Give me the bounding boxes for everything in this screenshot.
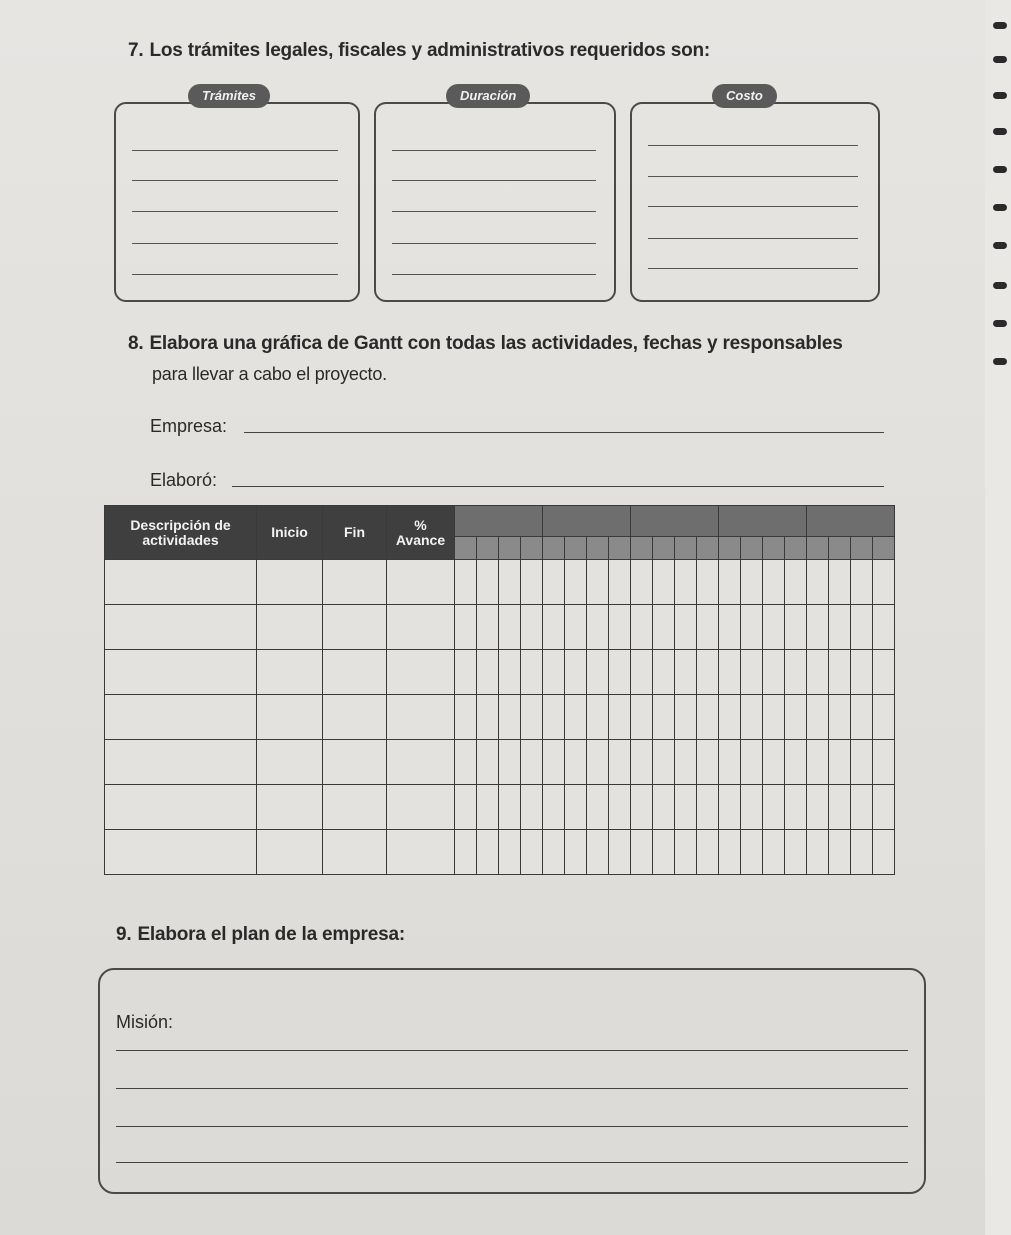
subperiod-header[interactable] (521, 537, 543, 560)
subperiod-header[interactable] (741, 537, 763, 560)
gantt-cell[interactable] (741, 785, 763, 830)
subperiod-header[interactable] (873, 537, 895, 560)
gantt-cell[interactable] (851, 650, 873, 695)
mision-box (98, 968, 926, 1194)
gantt-cell[interactable] (477, 830, 499, 875)
gantt-cell[interactable] (499, 560, 521, 605)
tramites-line[interactable] (132, 211, 338, 212)
gantt-cell[interactable] (631, 830, 653, 875)
gantt-cell[interactable] (387, 740, 455, 785)
gantt-cell[interactable] (851, 830, 873, 875)
gantt-cell[interactable] (763, 650, 785, 695)
gantt-cell[interactable] (323, 605, 387, 650)
gantt-cell[interactable] (499, 740, 521, 785)
gantt-cell[interactable] (873, 560, 895, 605)
gantt-cell[interactable] (521, 740, 543, 785)
gantt-cell[interactable] (719, 740, 741, 785)
gantt-cell[interactable] (455, 650, 477, 695)
subperiod-header[interactable] (763, 537, 785, 560)
question-7-text: Los trámites legales, fiscales y administrativos requeridos son: (149, 40, 711, 61)
question-9-number: 9. (116, 924, 132, 945)
gantt-cell[interactable] (631, 785, 653, 830)
gantt-cell[interactable] (631, 605, 653, 650)
subperiod-header[interactable] (697, 537, 719, 560)
costo-label: Costo (712, 84, 777, 108)
gantt-cell[interactable] (105, 650, 257, 695)
gantt-cell[interactable] (675, 650, 697, 695)
gantt-cell[interactable] (565, 650, 587, 695)
duracion-line[interactable] (392, 211, 596, 212)
fin-header: Fin (323, 506, 387, 560)
subperiod-header[interactable] (543, 537, 565, 560)
subperiod-header[interactable] (609, 537, 631, 560)
gantt-cell[interactable] (387, 650, 455, 695)
question-8-line2: para llevar a cabo el proyecto. (152, 364, 387, 384)
mision-line[interactable] (116, 1162, 908, 1163)
gantt-cell[interactable] (499, 650, 521, 695)
mision-label: Misión: (116, 1012, 174, 1032)
gantt-cell[interactable] (653, 695, 675, 740)
mision-line[interactable] (116, 1126, 908, 1127)
gantt-cell[interactable] (477, 650, 499, 695)
gantt-cell[interactable] (387, 695, 455, 740)
gantt-cell[interactable] (565, 605, 587, 650)
gantt-cell[interactable] (455, 785, 477, 830)
subperiod-header[interactable] (587, 537, 609, 560)
tramites-line[interactable] (132, 150, 338, 151)
gantt-cell[interactable] (697, 740, 719, 785)
avance-symbol: % (414, 516, 427, 533)
gantt-cell[interactable] (785, 695, 807, 740)
costo-line[interactable] (648, 145, 858, 146)
gantt-cell[interactable] (719, 695, 741, 740)
question-9 (116, 924, 405, 946)
subperiod-header[interactable] (499, 537, 521, 560)
gantt-cell[interactable] (105, 560, 257, 605)
gantt-cell[interactable] (785, 830, 807, 875)
gantt-cell[interactable] (609, 605, 631, 650)
gantt-cell[interactable] (697, 830, 719, 875)
gantt-cell[interactable] (807, 605, 829, 650)
binder-edge (985, 0, 1011, 1235)
tramites-line[interactable] (132, 180, 338, 181)
gantt-cell[interactable] (105, 785, 257, 830)
gantt-cell[interactable] (387, 830, 455, 875)
gantt-cell[interactable] (587, 560, 609, 605)
gantt-cell[interactable] (565, 560, 587, 605)
gantt-cell[interactable] (323, 650, 387, 695)
binder-hole (993, 242, 1007, 249)
costo-box (630, 102, 880, 302)
subperiod-header[interactable] (719, 537, 741, 560)
gantt-cell[interactable] (521, 695, 543, 740)
gantt-row (105, 785, 895, 830)
gantt-cell[interactable] (873, 785, 895, 830)
gantt-cell[interactable] (741, 650, 763, 695)
gantt-cell[interactable] (873, 740, 895, 785)
gantt-cell[interactable] (543, 785, 565, 830)
binder-hole (993, 56, 1007, 63)
mision-line[interactable] (116, 1088, 908, 1089)
gantt-cell[interactable] (477, 785, 499, 830)
tramites-line[interactable] (132, 274, 338, 275)
inicio-header: Inicio (257, 506, 323, 560)
gantt-cell[interactable] (565, 740, 587, 785)
gantt-cell[interactable] (763, 740, 785, 785)
gantt-cell[interactable] (807, 650, 829, 695)
gantt-cell[interactable] (477, 605, 499, 650)
subperiod-header[interactable] (785, 537, 807, 560)
binder-hole (993, 282, 1007, 289)
gantt-cell[interactable] (675, 695, 697, 740)
duracion-label: Duración (446, 84, 530, 108)
gantt-cell[interactable] (675, 605, 697, 650)
gantt-cell[interactable] (257, 830, 323, 875)
gantt-header-row (105, 506, 895, 537)
gantt-cell[interactable] (785, 650, 807, 695)
gantt-cell[interactable] (763, 830, 785, 875)
gantt-cell[interactable] (477, 740, 499, 785)
costo-line[interactable] (648, 238, 858, 239)
gantt-cell[interactable] (653, 830, 675, 875)
gantt-cell[interactable] (653, 740, 675, 785)
gantt-cell[interactable] (257, 605, 323, 650)
gantt-table (104, 505, 895, 875)
gantt-cell[interactable] (785, 605, 807, 650)
costo-line[interactable] (648, 176, 858, 177)
subperiod-header[interactable] (631, 537, 653, 560)
gantt-row (105, 740, 895, 785)
gantt-cell[interactable] (323, 785, 387, 830)
descripcion-header: Descripción de actividades (105, 506, 257, 560)
tramites-line[interactable] (132, 243, 338, 244)
gantt-cell[interactable] (455, 695, 477, 740)
gantt-cell[interactable] (587, 650, 609, 695)
gantt-cell[interactable] (477, 695, 499, 740)
gantt-cell[interactable] (499, 605, 521, 650)
gantt-cell[interactable] (631, 650, 653, 695)
gantt-cell[interactable] (477, 560, 499, 605)
gantt-cell[interactable] (785, 740, 807, 785)
gantt-cell[interactable] (543, 740, 565, 785)
gantt-cell[interactable] (387, 785, 455, 830)
gantt-row (105, 560, 895, 605)
gantt-cell[interactable] (829, 650, 851, 695)
gantt-cell[interactable] (851, 785, 873, 830)
question-7-number: 7. (128, 40, 144, 61)
binder-hole (993, 92, 1007, 99)
gantt-cell[interactable] (829, 605, 851, 650)
subperiod-header[interactable] (477, 537, 499, 560)
gantt-cell[interactable] (697, 785, 719, 830)
subperiod-header[interactable] (565, 537, 587, 560)
gantt-cell[interactable] (675, 740, 697, 785)
gantt-cell[interactable] (105, 830, 257, 875)
gantt-cell[interactable] (565, 695, 587, 740)
gantt-cell[interactable] (323, 560, 387, 605)
gantt-cell[interactable] (323, 695, 387, 740)
gantt-row (105, 605, 895, 650)
gantt-cell[interactable] (741, 695, 763, 740)
gantt-cell[interactable] (387, 560, 455, 605)
gantt-cell[interactable] (499, 785, 521, 830)
gantt-cell[interactable] (741, 740, 763, 785)
gantt-cell[interactable] (543, 830, 565, 875)
gantt-cell[interactable] (719, 830, 741, 875)
gantt-cell[interactable] (105, 740, 257, 785)
gantt-cell[interactable] (323, 740, 387, 785)
gantt-cell[interactable] (565, 785, 587, 830)
gantt-cell[interactable] (807, 560, 829, 605)
duracion-line[interactable] (392, 150, 596, 151)
gantt-cell[interactable] (807, 785, 829, 830)
subperiod-header[interactable] (851, 537, 873, 560)
gantt-cell[interactable] (587, 605, 609, 650)
gantt-cell[interactable] (257, 740, 323, 785)
gantt-cell[interactable] (543, 695, 565, 740)
gantt-cell[interactable] (257, 560, 323, 605)
gantt-cell[interactable] (829, 560, 851, 605)
gantt-cell[interactable] (609, 650, 631, 695)
gantt-cell[interactable] (653, 605, 675, 650)
gantt-cell[interactable] (521, 605, 543, 650)
gantt-cell[interactable] (807, 830, 829, 875)
duracion-box (374, 102, 616, 302)
gantt-cell[interactable] (807, 740, 829, 785)
duracion-line[interactable] (392, 243, 596, 244)
gantt-cell[interactable] (521, 650, 543, 695)
gantt-cell[interactable] (851, 740, 873, 785)
gantt-cell[interactable] (323, 830, 387, 875)
period-header[interactable] (543, 506, 631, 537)
gantt-cell[interactable] (829, 695, 851, 740)
gantt-cell[interactable] (631, 695, 653, 740)
gantt-cell[interactable] (807, 695, 829, 740)
gantt-cell[interactable] (543, 605, 565, 650)
mision-line[interactable] (116, 1050, 908, 1051)
gantt-cell[interactable] (653, 785, 675, 830)
gantt-cell[interactable] (785, 560, 807, 605)
gantt-cell[interactable] (719, 785, 741, 830)
gantt-cell[interactable] (763, 560, 785, 605)
gantt-cell[interactable] (587, 830, 609, 875)
subperiod-header[interactable] (653, 537, 675, 560)
period-header[interactable] (719, 506, 807, 537)
gantt-cell[interactable] (257, 650, 323, 695)
question-9-text: Elabora el plan de la empresa: (137, 924, 405, 945)
gantt-cell[interactable] (257, 695, 323, 740)
gantt-cell[interactable] (499, 695, 521, 740)
duracion-line[interactable] (392, 180, 596, 181)
gantt-cell[interactable] (829, 740, 851, 785)
gantt-cell[interactable] (543, 650, 565, 695)
gantt-cell[interactable] (387, 605, 455, 650)
period-header[interactable] (455, 506, 543, 537)
gantt-cell[interactable] (741, 560, 763, 605)
gantt-cell[interactable] (763, 695, 785, 740)
gantt-cell[interactable] (609, 695, 631, 740)
gantt-cell[interactable] (675, 785, 697, 830)
costo-line[interactable] (648, 206, 858, 207)
gantt-cell[interactable] (697, 560, 719, 605)
gantt-cell[interactable] (587, 740, 609, 785)
gantt-cell[interactable] (675, 830, 697, 875)
binder-hole (993, 204, 1007, 211)
gantt-cell[interactable] (873, 650, 895, 695)
empresa-label: Empresa: (150, 416, 228, 436)
gantt-cell[interactable] (851, 605, 873, 650)
gantt-cell[interactable] (609, 740, 631, 785)
binder-hole (993, 22, 1007, 29)
period-header[interactable] (807, 506, 895, 537)
gantt-cell[interactable] (105, 695, 257, 740)
gantt-cell[interactable] (543, 560, 565, 605)
gantt-cell[interactable] (851, 560, 873, 605)
costo-line[interactable] (648, 268, 858, 269)
gantt-row (105, 695, 895, 740)
gantt-cell[interactable] (829, 785, 851, 830)
gantt-cell[interactable] (587, 695, 609, 740)
elaboro-field[interactable] (232, 486, 884, 487)
gantt-cell[interactable] (521, 560, 543, 605)
subperiod-header[interactable] (675, 537, 697, 560)
subperiod-header[interactable] (829, 537, 851, 560)
gantt-cell[interactable] (719, 605, 741, 650)
gantt-row (105, 830, 895, 875)
gantt-cell[interactable] (763, 785, 785, 830)
gantt-cell[interactable] (873, 830, 895, 875)
tramites-box (114, 102, 360, 302)
gantt-cell[interactable] (785, 785, 807, 830)
gantt-cell[interactable] (719, 560, 741, 605)
gantt-cell[interactable] (873, 605, 895, 650)
gantt-cell[interactable] (763, 605, 785, 650)
empresa-field[interactable] (244, 432, 884, 433)
gantt-cell[interactable] (741, 830, 763, 875)
gantt-cell[interactable] (609, 830, 631, 875)
gantt-cell[interactable] (653, 560, 675, 605)
gantt-row (105, 650, 895, 695)
gantt-cell[interactable] (609, 560, 631, 605)
binder-hole (993, 128, 1007, 135)
gantt-cell[interactable] (521, 785, 543, 830)
question-8-line1: Elabora una gráfica de Gantt con todas las actividades, fechas y responsables (149, 333, 843, 354)
duracion-line[interactable] (392, 274, 596, 275)
gantt-cell[interactable] (609, 785, 631, 830)
binder-hole (993, 166, 1007, 173)
avance-label: Avance (395, 531, 446, 548)
gantt-cell[interactable] (105, 605, 257, 650)
question-8-number: 8. (128, 333, 144, 354)
gantt-cell[interactable] (697, 650, 719, 695)
gantt-cell[interactable] (631, 560, 653, 605)
binder-hole (993, 320, 1007, 327)
subperiod-header[interactable] (455, 537, 477, 560)
gantt-cell[interactable] (851, 695, 873, 740)
gantt-cell[interactable] (653, 650, 675, 695)
gantt-cell[interactable] (873, 695, 895, 740)
gantt-cell[interactable] (565, 830, 587, 875)
question-7 (128, 40, 710, 62)
gantt-cell[interactable] (697, 695, 719, 740)
gantt-cell[interactable] (455, 605, 477, 650)
gantt-cell[interactable] (829, 830, 851, 875)
gantt-cell[interactable] (741, 605, 763, 650)
gantt-cell[interactable] (455, 740, 477, 785)
gantt-cell[interactable] (499, 830, 521, 875)
avance-header (387, 506, 455, 560)
elaboro-label: Elaboró: (150, 470, 218, 490)
tramites-label: Trámites (188, 84, 270, 108)
binder-hole (993, 358, 1007, 365)
gantt-cell[interactable] (257, 785, 323, 830)
gantt-cell[interactable] (675, 560, 697, 605)
gantt-cell[interactable] (631, 740, 653, 785)
gantt-cell[interactable] (587, 785, 609, 830)
gantt-cell[interactable] (697, 605, 719, 650)
subperiod-header[interactable] (807, 537, 829, 560)
period-header[interactable] (631, 506, 719, 537)
gantt-cell[interactable] (455, 560, 477, 605)
gantt-cell[interactable] (521, 830, 543, 875)
gantt-cell[interactable] (455, 830, 477, 875)
question-8 (128, 333, 843, 355)
gantt-cell[interactable] (719, 650, 741, 695)
